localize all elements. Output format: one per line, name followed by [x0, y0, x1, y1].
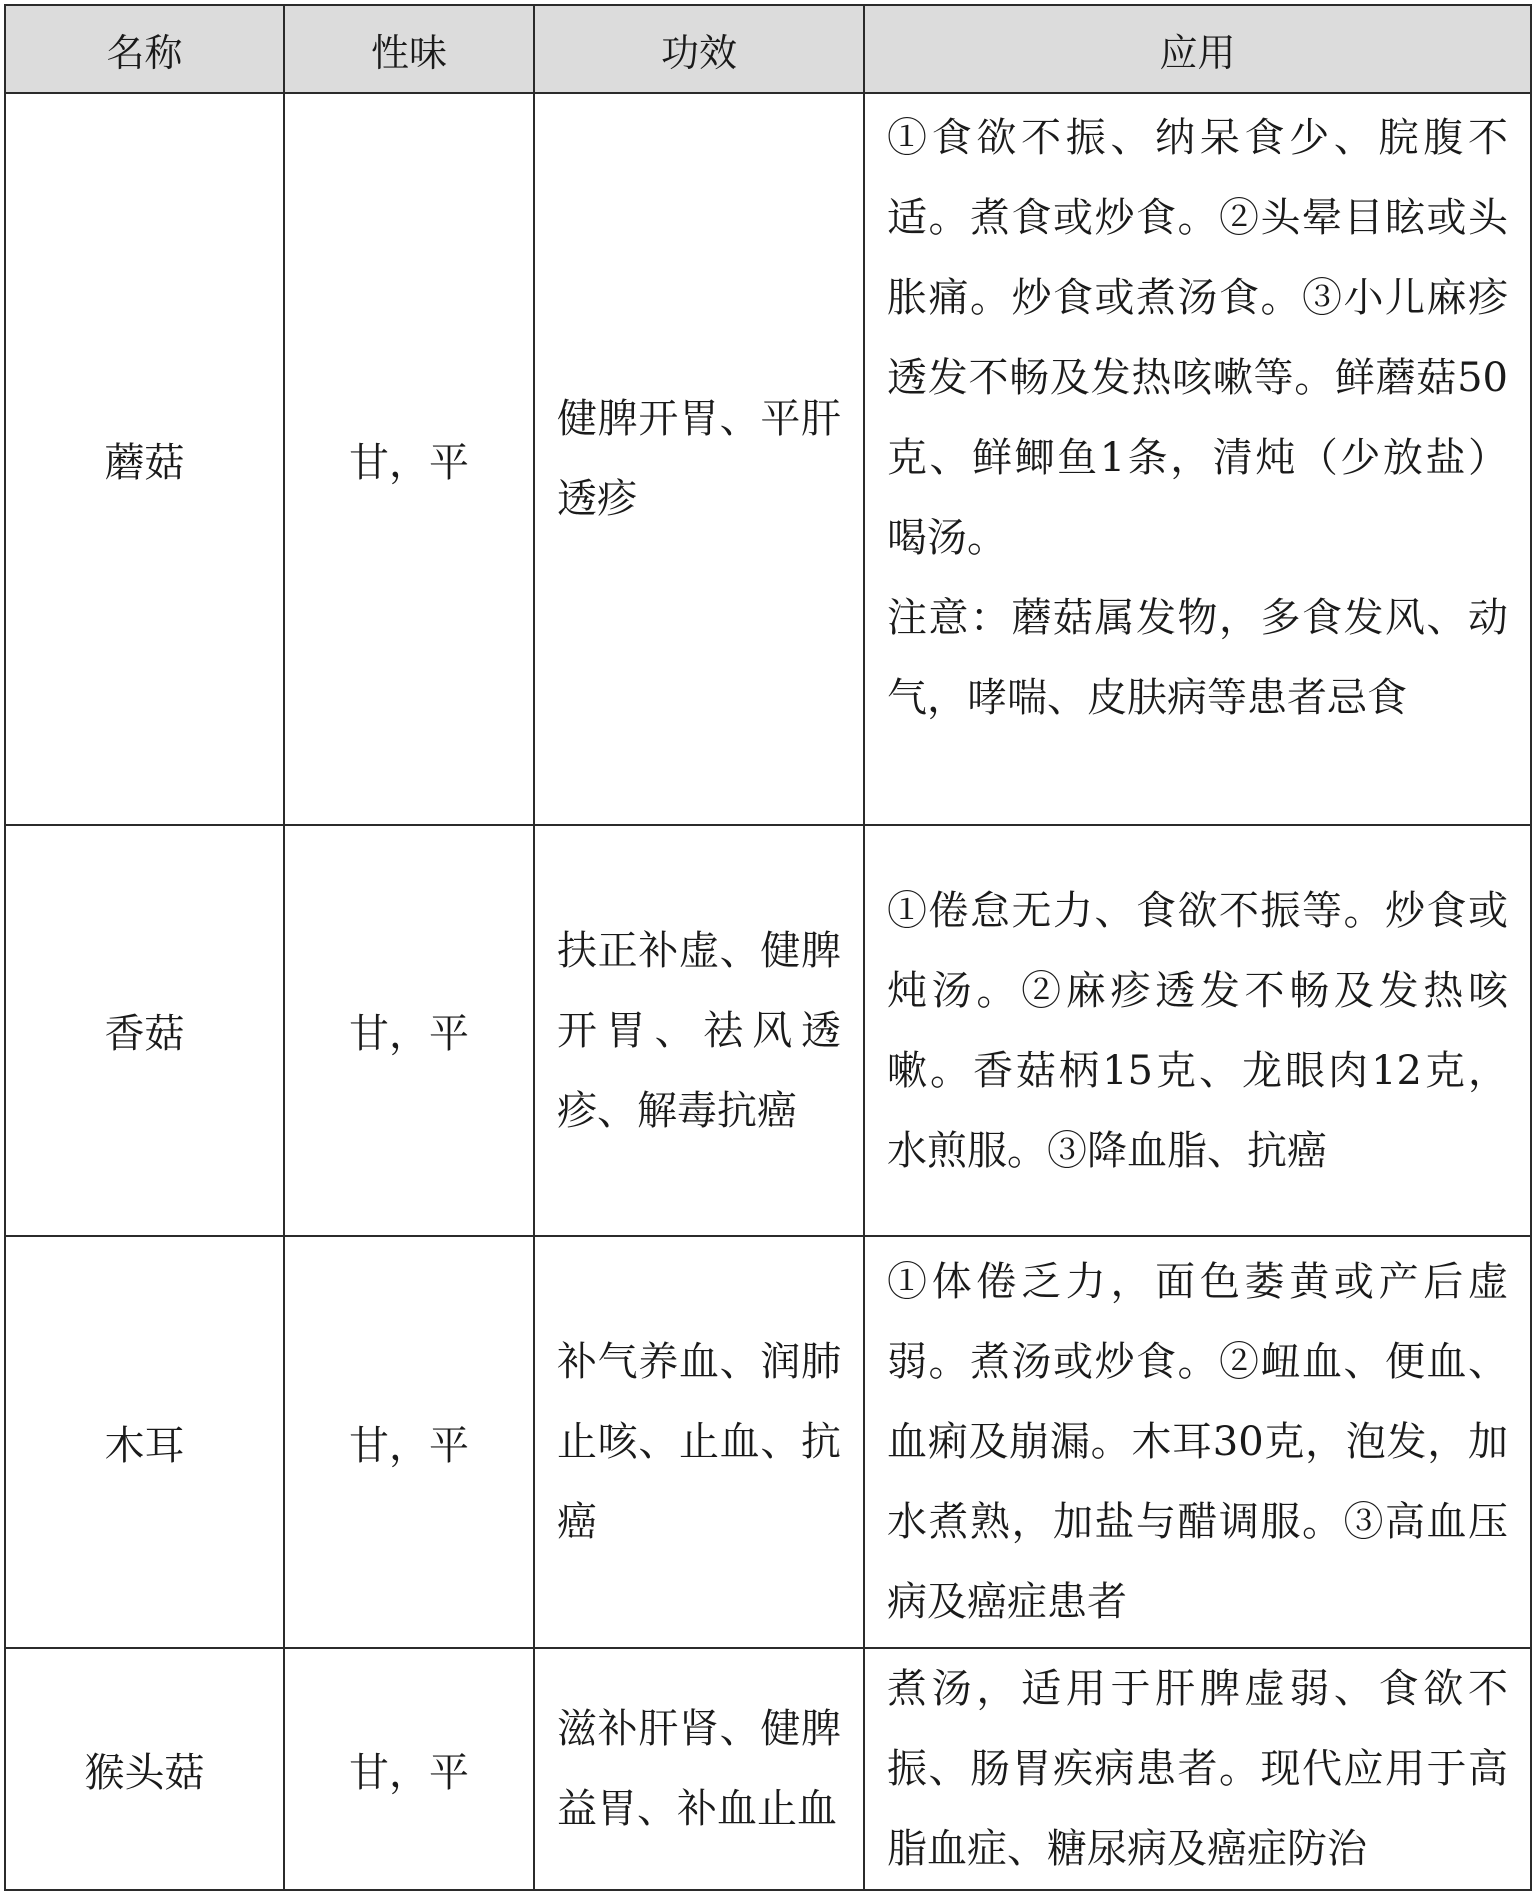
header-effect: 功效 — [534, 5, 864, 93]
cell-usage: ①体倦乏力，面色萎黄或产后虚弱。煮汤或炒食。②衄血、便血、血痢及崩漏。木耳30克，泡发，加水煮熟，加盐与醋调服。③高血压病及癌症患者 — [864, 1236, 1531, 1648]
cell-flavor: 甘，平 — [284, 93, 534, 825]
header-usage: 应用 — [864, 5, 1531, 93]
cell-effect: 健脾开胃、平肝透疹 — [534, 93, 864, 825]
cell-flavor: 甘，平 — [284, 1648, 534, 1890]
header-name: 名称 — [5, 5, 284, 93]
cell-effect: 扶正补虚、健脾开胃、祛风透疹、解毒抗癌 — [534, 825, 864, 1236]
usage-note: 注意：蘑菇属发物，多食发风、动气，哮喘、皮肤病等患者忌食 — [887, 595, 1508, 721]
cell-usage: ①倦怠无力、食欲不振等。炒食或炖汤。②麻疹透发不畅及发热咳嗽。香菇柄15克、龙眼肉12克，水煎服。③降血脂、抗癌 — [864, 825, 1531, 1236]
cell-effect: 补气养血、润肺止咳、止血、抗癌 — [534, 1236, 864, 1648]
food-therapy-table — [4, 4, 1532, 1891]
table-header-row — [5, 5, 1531, 93]
cell-name: 木耳 — [5, 1236, 284, 1648]
table-row — [5, 93, 1531, 825]
cell-usage — [864, 93, 1531, 825]
header-flavor: 性味 — [284, 5, 534, 93]
table-row — [5, 825, 1531, 1236]
cell-usage: 煮汤，适用于肝脾虚弱、食欲不振、肠胃疾病患者。现代应用于高脂血症、糖尿病及癌症防治 — [864, 1648, 1531, 1890]
cell-flavor: 甘，平 — [284, 1236, 534, 1648]
cell-name: 猴头菇 — [5, 1648, 284, 1890]
cell-name: 蘑菇 — [5, 93, 284, 825]
table-row — [5, 1648, 1531, 1890]
cell-effect: 滋补肝肾、健脾益胃、补血止血 — [534, 1648, 864, 1890]
cell-flavor: 甘，平 — [284, 825, 534, 1236]
table-row — [5, 1236, 1531, 1648]
usage-text: ①食欲不振、纳呆食少、脘腹不适。煮食或炒食。②头晕目眩或头胀痛。炒食或煮汤食。③小儿麻疹透发不畅及发热咳嗽等。鲜蘑菇50克、鲜鲫鱼1条，清炖（少放盐）喝汤。 — [887, 115, 1508, 561]
cell-name: 香菇 — [5, 825, 284, 1236]
